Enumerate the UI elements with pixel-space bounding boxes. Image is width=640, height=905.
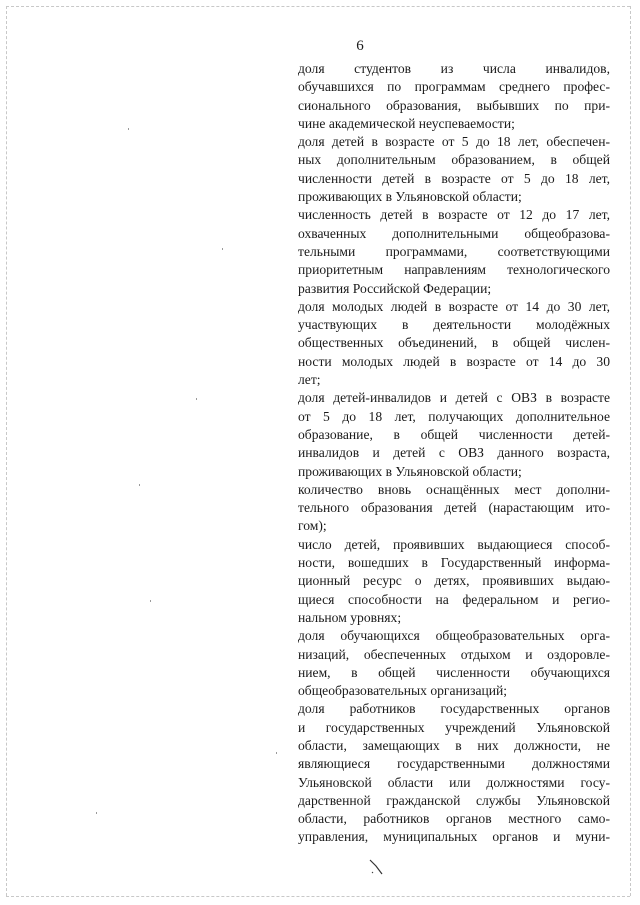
page-number-text: 6 bbox=[356, 38, 364, 54]
body-text-line-content: доля детей-инвалидов и детей с ОВЗ в возрасте bbox=[298, 390, 610, 406]
scan-border-top bbox=[6, 6, 630, 7]
body-text-line-content: области, замещающих в них должности, не bbox=[298, 737, 610, 753]
body-text-line bbox=[298, 426, 610, 444]
scan-speck bbox=[222, 248, 223, 250]
scan-border-bottom bbox=[6, 896, 630, 897]
body-text-line bbox=[298, 554, 610, 572]
scan-speck bbox=[128, 128, 129, 130]
body-text-line-content: проживающих в Ульяновской области; bbox=[298, 189, 522, 205]
scan-speck bbox=[196, 398, 197, 400]
body-text-line bbox=[298, 188, 610, 206]
body-text-line bbox=[298, 682, 610, 700]
scan-speck bbox=[150, 600, 151, 602]
body-text-line bbox=[298, 408, 610, 426]
body-text-line-content: области, работников органов местного само- bbox=[298, 811, 610, 827]
body-text-line-content: тельными программами, соответствующими bbox=[298, 243, 610, 259]
body-text-line bbox=[298, 700, 610, 718]
body-text-line bbox=[298, 591, 610, 609]
body-text-line-content: тельного образования детей (нарастающим ито- bbox=[298, 500, 610, 516]
body-text-line-content: число детей, проявивших выдающиеся способ- bbox=[298, 536, 610, 552]
body-text-line-content: обучавшихся по программам среднего профес- bbox=[298, 79, 610, 95]
body-text-line bbox=[298, 115, 610, 133]
body-text-line-content: ционный ресурс о детях, проявивших выдаю- bbox=[298, 573, 610, 589]
body-text-line-content: гом); bbox=[298, 518, 327, 534]
body-text-line bbox=[298, 627, 610, 645]
body-text-line-content: доля работников государственных органов bbox=[298, 701, 610, 717]
scan-border-left bbox=[6, 6, 7, 896]
body-text-line bbox=[298, 572, 610, 590]
body-text-line bbox=[298, 389, 610, 407]
body-text-line bbox=[298, 755, 610, 773]
body-text-line-content: количество вновь оснащённых мест дополни- bbox=[298, 481, 610, 497]
scan-speck bbox=[96, 812, 97, 814]
body-text-line-content: нием, в общей численности обучающихся bbox=[298, 664, 610, 680]
body-text-line-content: являющиеся государственными должностями bbox=[298, 756, 610, 772]
body-text-line bbox=[298, 481, 610, 499]
scan-speck bbox=[276, 752, 277, 754]
body-text-line-content: щиеся способности на федеральном и регио- bbox=[298, 591, 610, 607]
body-text-line-content: ных дополнительным образованием, в общей bbox=[298, 152, 610, 168]
body-text-line bbox=[298, 646, 610, 664]
body-text-line bbox=[298, 664, 610, 682]
body-text-line-content: лет; bbox=[298, 372, 321, 388]
body-text-line bbox=[298, 243, 610, 261]
body-text-line-content: доля обучающихся общеобразовательных орга- bbox=[298, 628, 610, 644]
body-text-line bbox=[298, 371, 610, 389]
body-text-line-content: охваченных дополнительными общеобразова- bbox=[298, 225, 610, 241]
body-text-line-content: общественных объединений, в общей числен- bbox=[298, 335, 610, 351]
body-text-line-content: от 5 до 18 лет, получающих дополнительное bbox=[298, 408, 610, 424]
body-text-line bbox=[298, 97, 610, 115]
body-text-line bbox=[298, 170, 610, 188]
body-text-line bbox=[298, 737, 610, 755]
scan-border-right bbox=[630, 6, 631, 896]
body-text-line-content: приоритетным направлениям технологического bbox=[298, 262, 610, 278]
body-text-line-content: управления, муниципальных органов и муни- bbox=[298, 829, 610, 845]
body-text-line bbox=[298, 609, 610, 627]
body-text-line bbox=[298, 316, 610, 334]
body-text-line bbox=[298, 60, 610, 78]
body-text-line bbox=[298, 517, 610, 535]
body-text-line-content: образование, в общей численности детей- bbox=[298, 426, 610, 442]
body-text-line bbox=[298, 133, 610, 151]
body-text-line-content: ности молодых людей в возрасте от 14 до 30 bbox=[298, 353, 610, 369]
body-text-line bbox=[298, 828, 610, 846]
body-text-line-content: общеобразовательных организаций; bbox=[298, 683, 508, 699]
body-text-line-content: сионального образования, выбывших по при- bbox=[298, 97, 610, 113]
body-text-line bbox=[298, 225, 610, 243]
body-text-line bbox=[298, 536, 610, 554]
body-text-line bbox=[298, 810, 610, 828]
page-number bbox=[0, 38, 640, 55]
body-text-line bbox=[298, 499, 610, 517]
body-text-line bbox=[298, 792, 610, 810]
body-text-line-content: чине академической неуспеваемости; bbox=[298, 115, 515, 131]
body-text-line bbox=[298, 463, 610, 481]
body-text-line bbox=[298, 298, 610, 316]
body-text-line bbox=[298, 78, 610, 96]
body-text-line bbox=[298, 206, 610, 224]
body-text-line bbox=[298, 353, 610, 371]
handwritten-mark bbox=[368, 858, 384, 876]
body-text-line bbox=[298, 261, 610, 279]
body-text-line-content: численности детей в возрасте от 5 до 18 лет, bbox=[298, 170, 610, 186]
body-text-line-content: численность детей в возрасте от 12 до 17 лет, bbox=[298, 207, 610, 223]
body-text-line-content: доля студентов из числа инвалидов, bbox=[298, 61, 610, 76]
body-text-line-content: нальном уровнях; bbox=[298, 609, 402, 625]
body-text-line-content: участвующих в деятельности молодёжных bbox=[298, 317, 610, 333]
body-text-column bbox=[298, 60, 610, 847]
body-text-line-content: низаций, обеспеченных отдыхом и оздоровле- bbox=[298, 646, 610, 662]
body-text-line bbox=[298, 334, 610, 352]
body-text-line-content: Ульяновской области или должностями госу- bbox=[298, 774, 610, 790]
body-text-line-content: инвалидов и детей с ОВЗ данного возраста, bbox=[298, 445, 610, 461]
body-text-line-content: проживающих в Ульяновской области; bbox=[298, 463, 522, 479]
body-text-line bbox=[298, 719, 610, 737]
body-text-line bbox=[298, 444, 610, 462]
body-text-line bbox=[298, 280, 610, 298]
body-text-line-content: развития Российской Федерации; bbox=[298, 280, 492, 296]
body-text-line-content: ности, вошедших в Государственный информа- bbox=[298, 555, 610, 571]
body-text-line bbox=[298, 774, 610, 792]
body-text-line-content: доля детей в возрасте от 5 до 18 лет, обеспечен- bbox=[298, 134, 610, 150]
body-text-line bbox=[298, 151, 610, 169]
body-text-line-content: доля молодых людей в возрасте от 14 до 30 лет, bbox=[298, 298, 610, 314]
body-text-line-content: и государственных учреждений Ульяновской bbox=[298, 719, 610, 735]
body-text-line-content: дарственной гражданской службы Ульяновской bbox=[298, 792, 610, 808]
scan-speck bbox=[139, 484, 140, 486]
